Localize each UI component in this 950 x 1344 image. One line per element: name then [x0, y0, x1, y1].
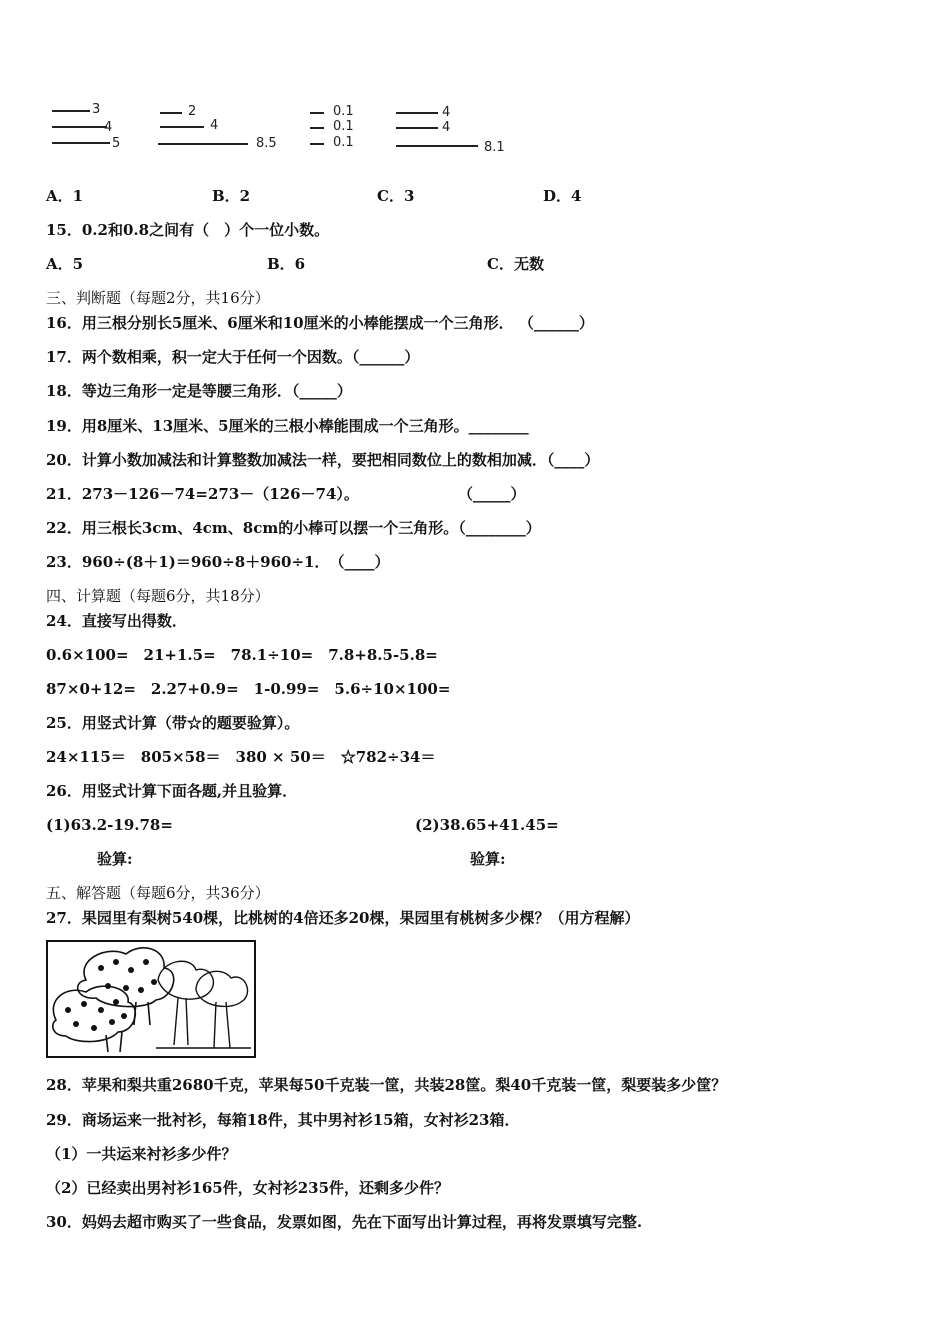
- question-26-part-2: (2)38.65+41.45=: [415, 816, 559, 834]
- stick-label: 8.1: [484, 140, 505, 155]
- question-20: 20．计算小数加减法和计算整数加减法一样，要把相同数位上的数相加减．（____）: [46, 451, 600, 469]
- check-label-1: 验算:: [97, 850, 133, 868]
- stick-label: 5: [112, 136, 121, 151]
- question-17: 17．两个数相乘，积一定大于任何一个因数。（______）: [46, 348, 420, 366]
- question-26-part-1: (1)63.2-19.78=: [46, 816, 173, 834]
- check-label-2: 验算:: [470, 850, 506, 868]
- question-29-part-1: （1）一共运来衬衫多少件？: [46, 1145, 237, 1163]
- stick-label: 4: [442, 120, 451, 135]
- stick: [396, 127, 438, 129]
- stick-label: 0.1: [333, 135, 354, 150]
- stick: [310, 112, 324, 114]
- orchard-drawing: [46, 940, 256, 1058]
- question-21: 21．273－126－74=273－（126－74）。: [46, 485, 359, 503]
- question-30: 30．妈妈去超市购买了一些食品，发票如图，先在下面写出计算过程，再将发票填写完整.: [46, 1213, 643, 1231]
- stick-label: 2: [188, 104, 197, 119]
- q14-option-c[interactable]: C．3: [377, 187, 415, 205]
- stick-label: 0.1: [333, 104, 354, 119]
- question-22: 22．用三根长3cm、4cm、8cm的小棒可以摆一个三角形。（________）: [46, 519, 541, 537]
- stick: [396, 112, 438, 114]
- question-24-row-2: 87×0+12= 2.27+0.9= 1-0.99= 5.6÷10×100=: [46, 680, 451, 698]
- q15-option-b[interactable]: B．6: [267, 255, 306, 273]
- question-16: 16．用三根分别长5厘米、6厘米和10厘米的小棒能摆成一个三角形． （______）: [46, 314, 594, 332]
- question-25: 25．用竖式计算（带☆的题要验算）。: [46, 714, 300, 732]
- q14-option-d[interactable]: D．4: [543, 187, 582, 205]
- stick: [160, 126, 204, 128]
- q14-option-a[interactable]: A．1: [46, 187, 84, 205]
- question-29: 29．商场运来一批衬衫，每箱18件，其中男衬衫15箱，女衬衫23箱．: [46, 1111, 520, 1129]
- stick-label: 3: [92, 102, 101, 117]
- question-25-row: 24×115＝ 805×58＝ 380 × 50＝ ☆782÷34＝: [46, 748, 436, 766]
- stick: [52, 142, 110, 144]
- stick: [158, 143, 248, 145]
- question-26: 26．用竖式计算下面各题,并且验算．: [46, 782, 298, 800]
- stick: [310, 143, 324, 145]
- question-28: 28．苹果和梨共重2680千克，苹果每50千克装一筐，共装28筐。梨40千克装一筐，梨要装多少筐？: [46, 1076, 727, 1094]
- stick: [52, 126, 107, 128]
- section-3-heading: 三、判断题（每题2分，共16分）: [46, 289, 270, 307]
- question-27: 27．果园里有梨树540棵，比桃树的4倍还多20棵，果园里有桃树多少棵？（用方程解）: [46, 909, 640, 927]
- section-5-heading: 五、解答题（每题6分，共36分）: [46, 884, 270, 902]
- question-15: 15．0.2和0.8之间有（ ）个一位小数。: [46, 221, 330, 239]
- section-4-heading: 四、计算题（每题6分，共18分）: [46, 587, 270, 605]
- stick: [310, 127, 324, 129]
- stick-label: 4: [210, 118, 219, 133]
- question-29-part-2: （2）已经卖出男衬衫165件，女衬衫235件，还剩多少件？: [46, 1179, 450, 1197]
- q14-option-b[interactable]: B．2: [212, 187, 251, 205]
- stick-label: 0.1: [333, 119, 354, 134]
- question-24-row-1: 0.6×100= 21+1.5= 78.1÷10= 7.8+8.5-5.8=: [46, 646, 438, 664]
- stick-figure: [0, 95, 950, 165]
- stick-label: 4: [442, 105, 451, 120]
- question-19: 19．用8厘米、13厘米、5厘米的三根小棒能围成一个三角形。________: [46, 417, 529, 435]
- question-23: 23．960÷(8＋1)＝960÷8＋960÷1． （____）: [46, 553, 390, 571]
- stick: [396, 145, 478, 147]
- question-24: 24．直接写出得数．: [46, 612, 187, 630]
- stick-label: 4: [104, 120, 113, 135]
- question-21-blank[interactable]: （_____）: [458, 485, 526, 503]
- question-18: 18．等边三角形一定是等腰三角形．（_____）: [46, 382, 352, 400]
- stick: [52, 110, 90, 112]
- orchard-illustration: [46, 940, 256, 1058]
- stick-label: 8.5: [256, 136, 277, 151]
- q15-option-a[interactable]: A．5: [46, 255, 84, 273]
- q15-option-c[interactable]: C．无数: [487, 255, 544, 273]
- stick: [160, 112, 182, 114]
